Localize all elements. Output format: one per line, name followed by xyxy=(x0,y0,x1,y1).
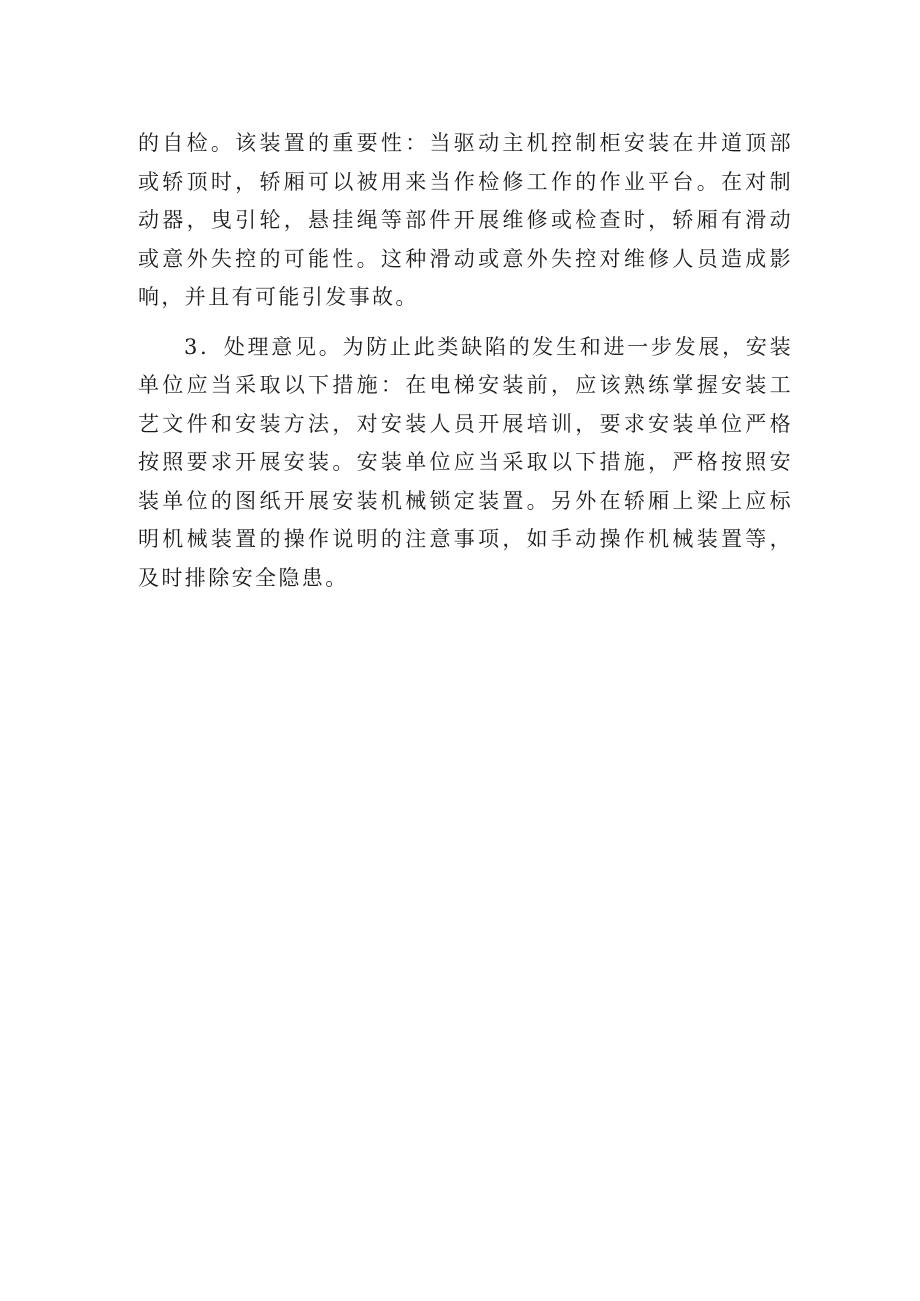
document-body xyxy=(138,124,793,597)
paragraph-self-check-importance: 的自检。该装置的重要性：当驱动主机控制柜安装在井道顶部或轿顶时，轿厢可以被用来当作检修工作的作业平台。在对制动器，曳引轮，悬挂绳等部件开展维修或检查时，轿厢有滑动或意外失控的可能性。这种滑动或意外失控对维修人员造成影响，并且有可能引发事故。 xyxy=(138,131,793,309)
paragraph-handling-opinion: 3．处理意见。为防止此类缺陷的发生和进一步发展，安装单位应当采取以下措施：在电梯安装前，应该熟练掌握安装工艺文件和安装方法，对安装人员开展培训，要求安装单位严格按照要求开展安装。安装单位应当采取以下措施，严格按照安装单位的图纸开展安装机械锁定装置。另外在轿厢上梁上应标明机械装置的操作说明的注意事项，如手动操作机械装置等，及时排除安全隐患。 xyxy=(138,334,793,590)
